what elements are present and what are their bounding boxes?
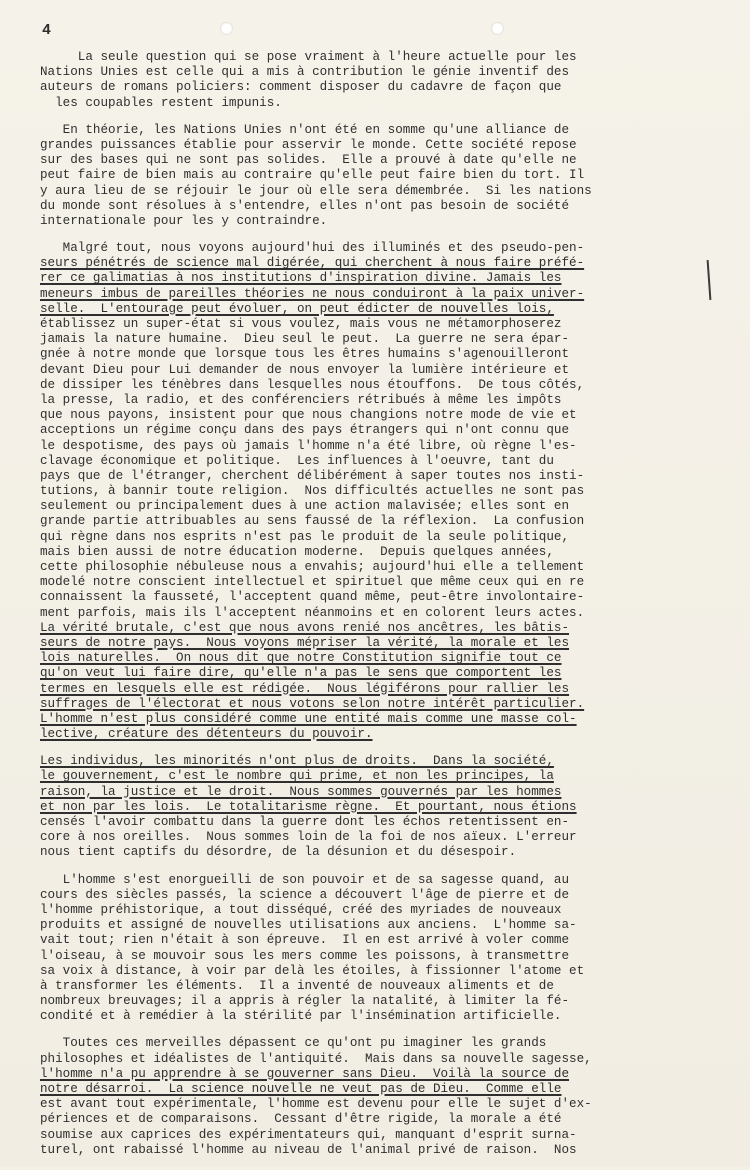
text-line: turel, ont rabaissé l'homme au niveau de l'animal privé de raison. Nos xyxy=(40,1142,577,1157)
text-line: nombreux breuvages; il a appris à régler la natalité, à limiter la fé- xyxy=(40,994,570,1009)
text-line: la presse, la radio, et des conférenciers rétribués à même les impôts xyxy=(40,392,562,407)
text-line: rer ce galimatias à nos institutions d'inspiration divine. Jamais les xyxy=(40,271,562,286)
paragraph xyxy=(40,1036,715,1158)
text-line: ment parfois, mais ils l'acceptent néanmoins et en colorent leurs actes. xyxy=(40,605,585,620)
paragraph xyxy=(40,241,715,742)
text-line: grande partie attribuables au sens faussé de la réflexion. La confusion xyxy=(40,514,585,529)
paragraph xyxy=(40,873,715,1025)
text-line: soumise aux caprices des expérimentateurs qui, manquant d'esprit surna- xyxy=(40,1127,577,1142)
text-line: établissez un super-état si vous voulez, mais vous ne métamorphoserez xyxy=(40,317,562,331)
text-line: mais bien aussi de notre éducation moderne. Depuis quelques années, xyxy=(40,544,554,559)
text-line: La seule question qui se pose vraiment à l'heure actuelle pour les xyxy=(40,50,577,64)
text-line: de dissiper les ténèbres dans lesquelles nous étouffons. De tous côtés, xyxy=(40,377,585,392)
text-line: internationale pour les y contraindre. xyxy=(40,213,328,228)
text-line: devant Dieu pour Lui demander de nous envoyer la lumière intérieure et xyxy=(40,362,570,377)
text-line: sa voix à distance, à voir par delà les étoiles, à fissionner l'atome et xyxy=(40,963,585,978)
text-line: censés l'avoir combattu dans la guerre dont les échos retentissent en- xyxy=(40,815,570,829)
text-line: produits et assigné de nouvelles utilisations aux anciens. L'homme sa- xyxy=(40,918,577,933)
text-line: connaissent la fausseté, l'acceptent quand même, peut-être involontaire- xyxy=(40,590,585,605)
text-line: suffrages de l'électorat et nous votons selon notre intérêt particulier. xyxy=(40,696,585,711)
text-line: l'oiseau, à se mouvoir sous les mers comme les poissons, à transmettre xyxy=(40,948,570,963)
text-line: acceptions un régime conçu dans des pays étrangers qui n'ont connu que xyxy=(40,423,570,438)
text-line: tutions, à bannir toute religion. Nos difficultés actuelles ne sont pas xyxy=(40,484,585,499)
text-line: du monde sont résolues à s'entendre, elles n'ont pas besoin de société xyxy=(40,198,570,213)
text-line: selle. L'entourage peut évoluer, on peut édicter de nouvelles lois, xyxy=(40,301,554,316)
text-line: l'homme préhistorique, a tout disséqué, créé des myriades de nouveaux xyxy=(40,902,562,917)
text-line: Malgré tout, nous voyons aujourd'hui des illuminés et des pseudo-pen- xyxy=(40,241,585,256)
text-line: seulement ou principalement dues à une action malavisée; elles sont en xyxy=(40,499,570,514)
text-line: peut faire de bien mais au contraire qu'elle peut faire bien du tort. Il xyxy=(40,168,585,183)
text-line: jamais la nature humaine. Dieu seul le peut. La guerre ne sera épar- xyxy=(40,332,570,347)
page-number: 4 xyxy=(42,22,52,39)
text-line: pays que de l'étranger, cherchent délibérément à saper toutes nos insti- xyxy=(40,468,585,483)
text-line: cours des siècles passés, la science a découvert l'âge de pierre et de xyxy=(40,887,570,902)
text-line: qu'on veut lui faire dire, qu'elle n'a pas le sens que comportent les xyxy=(40,666,562,681)
text-line: que nous payons, insistent pour que nous changions notre mode de vie et xyxy=(40,408,577,423)
text-line: philosophes et idéalistes de l'antiquité. Mais dans sa nouvelle sagesse, xyxy=(40,1051,592,1066)
text-line: y aura lieu de se réjouir le jour où elle sera démembrée. Si les nations xyxy=(40,183,592,198)
text-line: nous tient captifs du désordre, de la désunion et du désespoir. xyxy=(40,845,517,860)
text-line: les coupables restent impunis. xyxy=(40,95,282,110)
text-line: raison, la justice et le droit. Nous sommes gouvernés par les hommes xyxy=(40,784,562,799)
text-line: est avant tout expérimentale, l'homme est devenu pour elle le sujet d'ex- xyxy=(40,1097,592,1112)
text-line: à transformer les éléments. Il a inventé de nouveaux aliments et de xyxy=(40,978,554,993)
text-line: modelé notre conscient intellectuel et spirituel que même ceux qui en re xyxy=(40,575,585,590)
text-line: La vérité brutale, c'est que nous avons renié nos ancêtres, les bâtis- xyxy=(40,620,570,635)
punch-hole xyxy=(220,22,233,35)
text-line: le gouvernement, c'est le nombre qui prime, et non les principes, la xyxy=(40,769,554,784)
text-line: termes en lesquels elle est rédigée. Nous légiférons pour rallier les xyxy=(40,681,570,696)
text-line: seurs de notre pays. Nous voyons mépriser la vérité, la morale et les xyxy=(40,635,570,650)
text-line: Les individus, les minorités n'ont plus de droits. Dans la société, xyxy=(40,754,554,769)
text-line: meneurs imbus de pareilles théories ne nous conduiront à la paix univer- xyxy=(40,286,585,301)
text-line: gnée à notre monde que lorsque tous les êtres humains s'agenouilleront xyxy=(40,347,570,362)
text-line: seurs pénétrés de science mal digérée, qui cherchent à nous faire préfé- xyxy=(40,256,585,271)
text-line: cette philosophie nébuleuse nous a envahis; aujourd'hui elle a tellement xyxy=(40,560,585,574)
text-line: L'homme n'est plus considéré comme une entité mais comme une masse col- xyxy=(40,711,577,726)
text-line: le despotisme, des pays où jamais l'homme n'a été libre, où règne l'es- xyxy=(40,438,577,453)
paragraph xyxy=(40,754,715,860)
text-line: condité et à remédier à la stérilité par l'insémination artificielle. xyxy=(40,1009,562,1024)
text-line: notre désarroi. La science nouvelle ne veut pas de Dieu. Comme elle xyxy=(40,1082,562,1096)
text-line: et non par les lois. Le totalitarisme règne. Et pourtant, nous étions xyxy=(40,799,577,814)
text-line: qui règne dans nos esprits n'est pas le produit de la seule politique, xyxy=(40,529,570,544)
text-line: En théorie, les Nations Unies n'ont été en somme qu'une alliance de xyxy=(40,122,570,137)
text-line: périences et de comparaisons. Cessant d'être rigide, la morale a été xyxy=(40,1112,562,1127)
document-body xyxy=(40,50,715,1170)
text-line: Toutes ces merveilles dépassent ce qu'ont pu imaginer les grands xyxy=(40,1036,547,1051)
punch-hole xyxy=(491,22,504,35)
paragraph xyxy=(40,123,715,229)
text-line: L'homme s'est enorgueilli de son pouvoir et de sa sagesse quand, au xyxy=(40,872,570,887)
text-line: lective, créature des détenteurs du pouvoir. xyxy=(40,727,373,742)
paragraph xyxy=(40,50,715,111)
text-line: l'homme n'a pu apprendre à se gouverner sans Dieu. Voilà la source de xyxy=(40,1066,570,1081)
text-line: clavage économique et politique. Les influences à l'oeuvre, tant du xyxy=(40,453,554,468)
text-line: core à nos oreilles. Nous sommes loin de la foi de nos aïeux. L'erreur xyxy=(40,830,577,845)
text-line: grandes puissances établie pour asservir le monde. Cette société repose xyxy=(40,137,577,152)
text-line: lois naturelles. On nous dit que notre Constitution signifie tout ce xyxy=(40,651,562,666)
text-line: auteurs de romans policiers: comment disposer du cadavre de façon que xyxy=(40,80,562,95)
text-line: sur des bases qui ne sont pas solides. Elle a prouvé à date qu'elle ne xyxy=(40,153,577,168)
text-line: vait tout; rien n'était à son épreuve. Il en est arrivé à voler comme xyxy=(40,933,570,948)
text-line: Nations Unies est celle qui a mis à contribution le génie inventif des xyxy=(40,65,570,80)
